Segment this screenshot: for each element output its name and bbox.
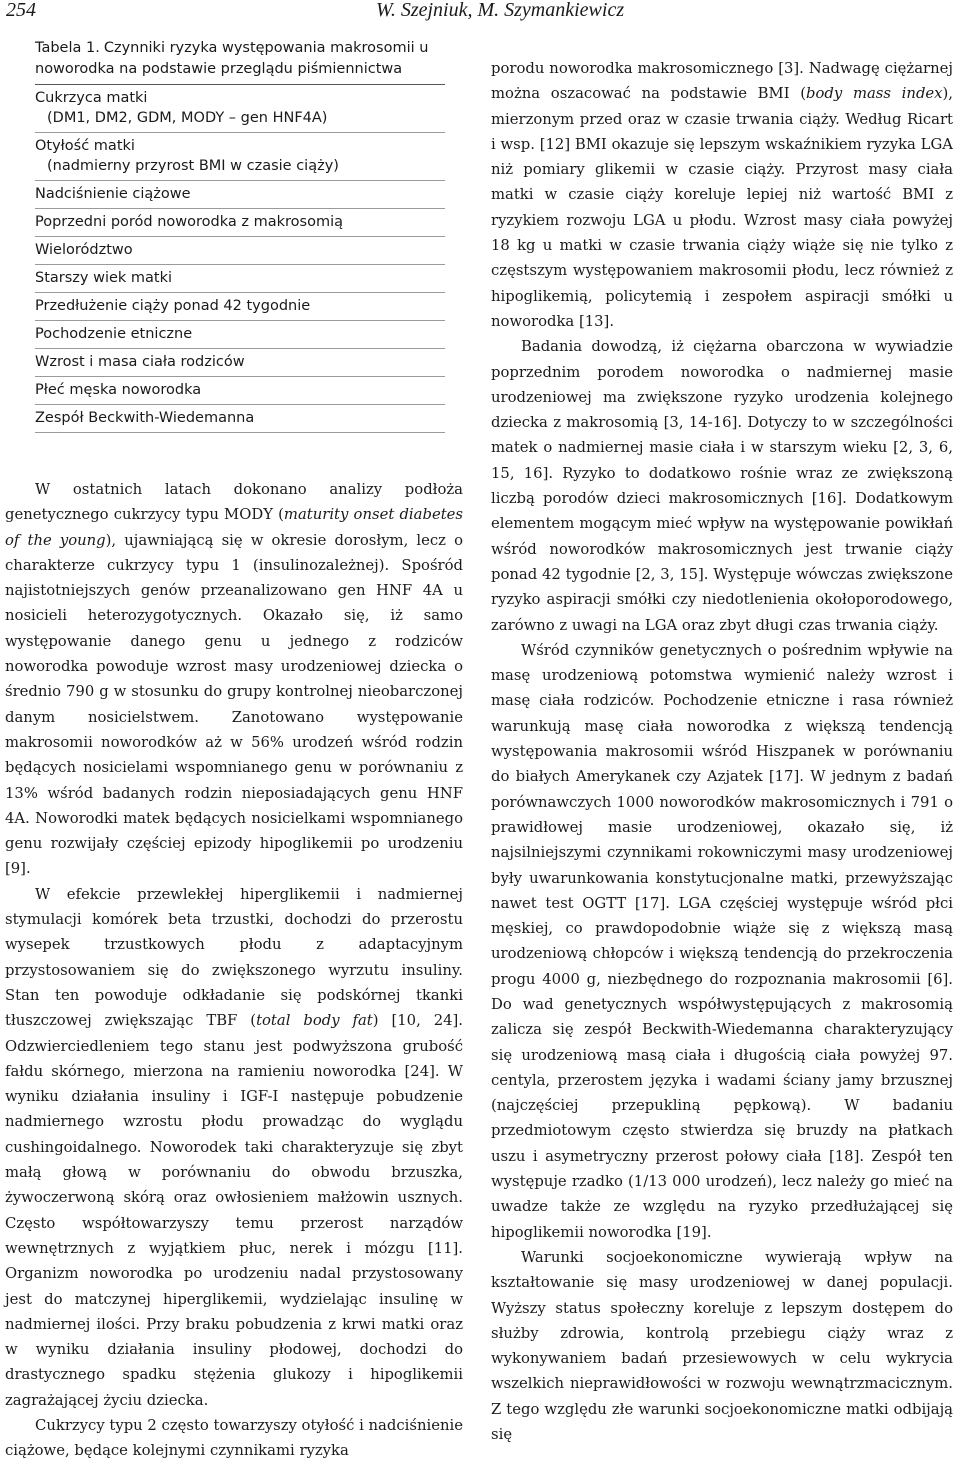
risk-factor-detail: (DM1, DM2, GDM, MODY – gen HNF4A) xyxy=(47,110,328,126)
paragraph: W efekcie przewlekłej hiperglikemii i nadmiernej stymulacji komórek beta trzustki, dochodzi do przerostu wysepek trzustkowych płodu z adaptacyjnym przystosowaniem się do zwiększonego wyrzutu insuliny. Stan ten powoduje odkładanie się podskórnej tkanki tłuszczowej zwiększając TBF (total body fat) [10, 24]. Odzwierciedleniem tego stanu jest podwyższona grubość fałdu skórnego, mierzona na ramieniu noworodka [24]. W wyniku działania insuliny i IGF-I następuje pobudzenie nadmiernego wzrostu płodu prowadząc do wyglądu cushingoidalnego. Noworodek taki charakteryzuje się zbyt małą głową w porównaniu do obwodu brzuszka, żywoczerwoną skórą oraz owłosieniem małżowin usznych. Często współtowarzyszy temu przerost narządów wewnętrznych z wyjątkiem płuc, nerek i mózgu [11]. Organizm noworodka po urodzeniu nadal przystosowany jest do matczynej hiperglikemii, wydzielając insulinę w nadmiernej ilości. Przy braku pobudzenia z krwi matki oraz w wyniku działania insuliny płodowej, dochodzi do drastycznego spadku stężenia glukozy i hipoglikemii zagrażającej życiu dziecka. xyxy=(5,885,464,1409)
risk-factor: Płeć męska noworodka xyxy=(35,382,202,398)
table-caption-text: Czynniki ryzyka występowania makrosomii u noworodka na podstawie przeglądu piśmiennictwa xyxy=(35,40,429,77)
risk-factor: Nadciśnienie ciążowe xyxy=(35,186,191,202)
table-row xyxy=(35,181,445,209)
italic-term: body mass index xyxy=(806,85,943,103)
paragraph: Wśród czynników genetycznych o pośrednim wpływie na masę urodzeniową potomstwa wymienić należy wzrost i masę ciała rodziców. Pochodzenie etniczne i rasa również warunkują masę ciała noworodka z większą tendencją występowania makrosomii wśród Hiszpanek w porównaniu do białych Amerykanek czy Azjatek [17]. W jednym z badań porównawczych 1000 noworodków makrosomicznych i 791 o prawidłowej masie urodzeniowej, okazało się, iż najsilniejszymi czynnikami rokowniczymi masy urodzeniowej były uwarunkowania konstytucjonalne matki, przewyższając nawet test OGTT [17]. LGA częściej występuje wśród płci męskiej, co prawdopodobnie wiąże się z większą masą urodzeniową chłopców i większą tendencją do przekroczenia progu 4000 g, niezbędnego do rozpoznania makrosomii [6]. Do wad genetycznych współwystępujących z makrosomią zalicza się zespół Beckwith-Wiedemanna charakteryzujący się urodzeniową masą ciała i długością ciała powyżej 97. centyla, przerostem języka i wadami ściany jamy brzusznej (najczęściej przepukliną pępkową). W badaniu przedmiotowym często stwierdza się bruzdy na płatkach uszu i asymetryczny przerost połowy ciała [18]. Zespół ten występuje rzadko (1/13 000 urodzeń), lecz należy go mieć na uwadze także ze względu na ryzyko przedłużającej się hipoglikemii noworodka [19]. xyxy=(491,641,953,1241)
italic-term: total body fat xyxy=(256,1012,373,1030)
table-row xyxy=(35,237,445,265)
table-row xyxy=(35,377,445,405)
table-caption xyxy=(35,38,445,85)
table-label: Tabela 1. xyxy=(35,40,100,56)
table-row xyxy=(35,133,445,181)
running-head xyxy=(6,0,954,20)
table-row xyxy=(35,265,445,293)
italic-term: maturity onset diabetes of the young xyxy=(5,506,463,549)
risk-factor: Starszy wiek matki xyxy=(35,270,173,286)
risk-factor: Wielorództwo xyxy=(35,242,133,258)
risk-factor: Pochodzenie etniczne xyxy=(35,326,193,342)
running-head-authors: W. Szejniuk, M. Szymankiewicz xyxy=(376,0,625,21)
risk-factor: Wzrost i masa ciała rodziców xyxy=(35,354,245,370)
paragraph: Warunki socjoekonomiczne wywierają wpływ na kształtowanie się masy urodzeniowej w danej populacji. Wyższy status społeczny koreluje z lepszym dostępem do służby zdrowia, kontrolą przebiegu ciąży wraz z wykonywaniem badań przesiewowych w celu wykrycia wszelkich nieprawidłowości w rozwoju wewnątrzmacicznym. Z tego względu złe warunki socjoekonomiczne matki odbijają się xyxy=(491,1248,953,1444)
table-row xyxy=(35,293,445,321)
paragraph: porodu noworodka makrosomicznego [3]. Nadwagę ciężarnej można oszacować na podstawie BMI (body mass index), mierzonym przed oraz w czasie trwania ciąży. Według Ricart i wsp. [12] BMI okazuje się lepszym wskaźnikiem ryzyka LGA niż pomiary glikemii w czasie ciąży. Przyrost masy ciała matki w czasie ciąży koreluje lepiej niż wartość BMI z ryzykiem rozwoju LGA u płodu. Wzrost masy ciała powyżej 18 kg u matki w czasie trwania ciąży wiąże się nie tylko z częstszym występowaniem makrosomii płodu, lecz również z hipoglikemią, policytemią i zespołem aspiracji smółki u noworodka [13]. xyxy=(491,60,953,330)
risk-factor: Cukrzyca matki xyxy=(35,90,148,106)
left-column xyxy=(5,38,463,1464)
risk-factor: Otyłość matki xyxy=(35,138,135,154)
page-number: 254 xyxy=(6,0,36,21)
paragraph: W ostatnich latach dokonano analizy podłoża genetycznego cukrzycy typu MODY (maturity onset diabetes of the young), ujawniającą się w okresie dorosłym, lecz o charakterze cukrzycy typu 1 (insulinozależnej). Spośród najistotniejszych genów przeanalizowano gen HNF 4A u nosicieli heterozygotycznych. Okazało się, iż samo występowanie danego genu u jednego z rodziców noworodka powoduje wzrost masy urodzeniowej dziecka o średnio 790 g w stosunku do grupy kontrolnej nieobarczonej danym nosicielstwem. Zanotowano występowanie makrosomii noworodków aż w 56% urodzeń wśród rodzin będących nosicielami wspomnianego genu w porównaniu z 13% wśród badanych rodzin nieposiadających genu HNF 4A. Noworodki matek będących nosicielkami wspomnianego genu rozwijały częściej epizody hipoglikemii po urodzeniu [9]. xyxy=(5,481,463,878)
risk-factor: Zespół Beckwith-Wiedemanna xyxy=(35,410,255,426)
right-column xyxy=(491,56,953,1447)
risk-factor: Przedłużenie ciąży ponad 42 tygodnie xyxy=(35,298,311,314)
table-row xyxy=(35,85,445,133)
paragraph: Cukrzycy typu 2 często towarzyszy otyłość i nadciśnienie ciążowe, będące kolejnymi czynnikami ryzyka xyxy=(5,1416,463,1460)
risk-factor-table xyxy=(35,85,445,433)
table-row xyxy=(35,209,445,237)
table-row xyxy=(35,321,445,349)
risk-factor: Poprzedni poród noworodka z makrosomią xyxy=(35,214,343,230)
table-row xyxy=(35,405,445,433)
paragraph: Badania dowodzą, iż ciężarna obarczona w wywiadzie poprzednim porodem noworodka o nadmiernej masie urodzeniowej ma zwiększone ryzyko urodzenia kolejnego dziecka z makrosomią [3, 14-16]. Dotyczy to w szczególności matek o nadmiernej masie ciała i w starszym wieku [2, 3, 6, 15, 16]. Ryzyko to dodatkowo rośnie wraz ze zwiększoną liczbą porodów dzieci makrosomicznych [16]. Dodatkowym elementem mogącym mieć wpływ na występowanie powikłań wśród noworodków makrosomicznych jest trwanie ciąży ponad 42 tygodnie [2, 3, 15]. Występuje wówczas zwiększone ryzyko aspiracji smółki czy niedotlenienia okołoporodowego, zarówno z uwagi na LGA oraz zbyt długi czas trwania ciąży. xyxy=(491,338,953,634)
table-row xyxy=(35,349,445,377)
risk-factor-detail: (nadmierny przyrost BMI w czasie ciąży) xyxy=(47,158,339,174)
